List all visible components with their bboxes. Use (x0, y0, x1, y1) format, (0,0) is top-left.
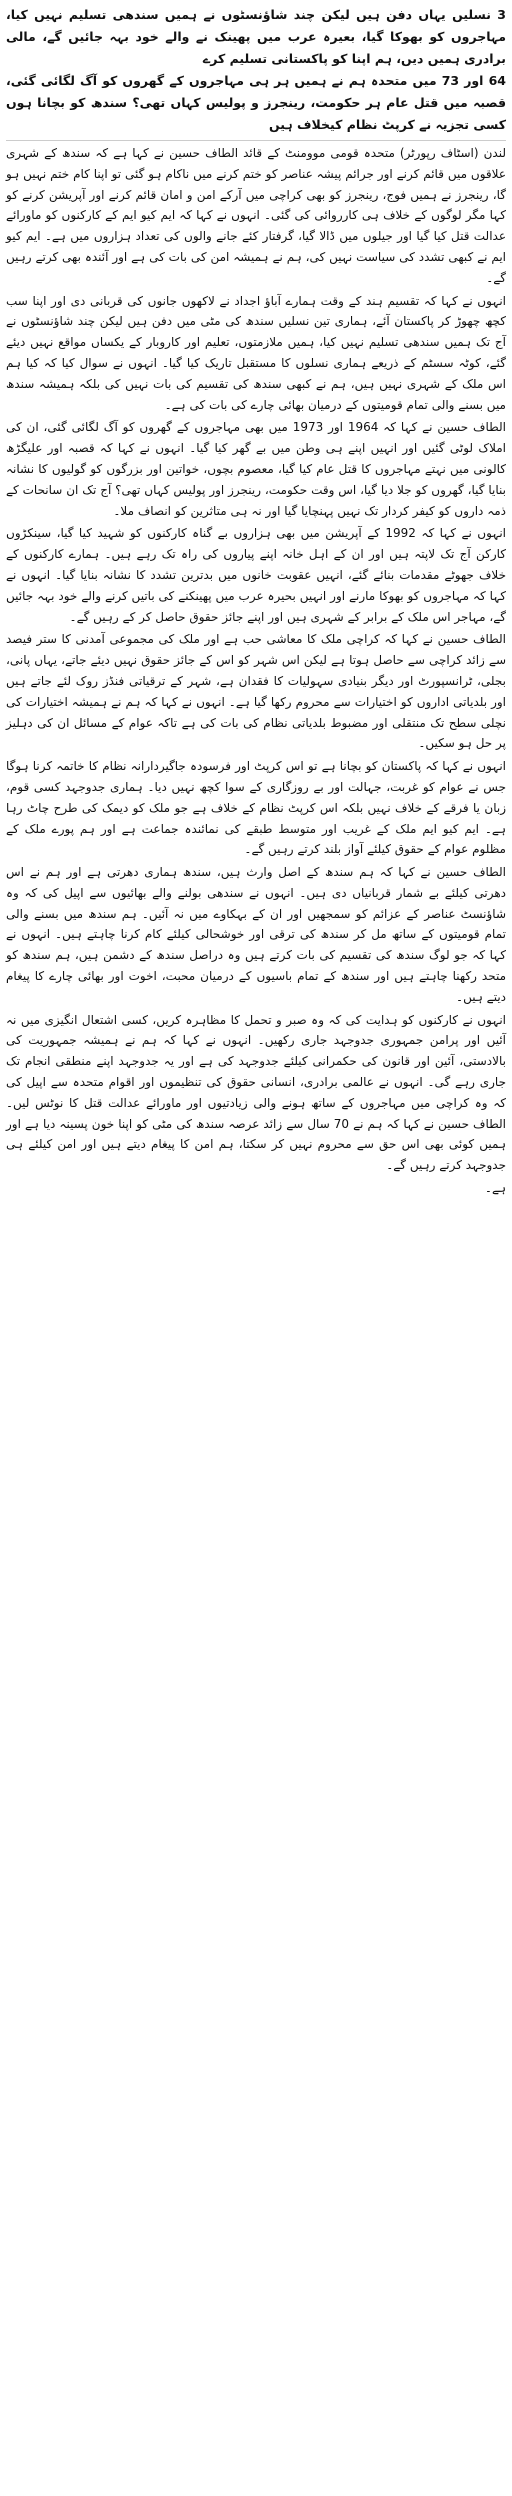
article-body (6, 143, 506, 1199)
article-paragraph: انہوں نے کہا کہ 1992 کے آپریشن میں بھی ہزاروں بے گناہ کارکنوں کو شہید کیا گیا، سینکڑوں کارکن آج تک لاپتہ ہیں اور ان کے اہل خانہ اپنے پیاروں کی راہ تک رہے ہیں۔ ہمارے کارکنوں کے خلاف جھوٹے مقدمات بنائے گئے، انہیں عقوبت خانوں میں بدترین تشدد کا نشانہ بنایا گیا۔ انہوں نے کہا کہ مہاجروں کو بھوکا مارنے اور انہیں بحیرہ عرب میں پھینکنے کی باتیں کرنے والے خود بہہ جائیں گے، مہاجر اس ملک کے برابر کے شہری ہیں اور اپنے جائز حقوق حاصل کر کے رہیں گے۔ (6, 526, 507, 624)
article-paragraph: الطاف حسین نے کہا کہ کراچی ملک کا معاشی حب ہے اور ملک کی مجموعی آمدنی کا ستر فیصد سے زائد کراچی سے حاصل ہوتا ہے لیکن اس شہر کو اس کے جائز حقوق نہیں دیئے جاتے، یہاں پانی، بجلی، ٹرانسپورٹ اور دیگر بنیادی سہولیات کا فقدان ہے، شہر کے ترقیاتی فنڈز روک لئے جاتے ہیں اور بلدیاتی اداروں کو اختیارات سے محروم رکھا گیا ہے۔ انہوں نے کہا کہ ہم نے ہمیشہ اختیارات کی نچلی سطح تک منتقلی اور مضبوط بلدیاتی نظام کی بات کی ہے تاکہ عوام کے مسائل ان کی دہلیز پر حل ہو سکیں۔ (6, 632, 506, 751)
article-paragraph: انہوں نے کہا کہ پاکستان کو بچانا ہے تو اس کرپٹ اور فرسودہ جاگیردارانہ نظام کا خاتمہ کرنا ہوگا جس نے عوام کو غربت، جہالت اور بے روزگاری کے سوا کچھ نہیں دیا۔ ہماری جدوجہد کسی قوم، زبان یا فرقے کے خلاف نہیں بلکہ اس کرپٹ نظام کے خلاف ہے جو ملک کو دیمک کی طرح چاٹ رہا ہے۔ ایم کیو ایم ملک کے غریب اور متوسط طبقے کی نمائندہ جماعت ہے اور ہم پورے ملک کے مظلوم عوام کے حقوق کیلئے آواز بلند کرتے رہیں گے۔ (6, 759, 506, 857)
headline-line-1: 3 نسلیں یہاں دفن ہیں لیکن چند شاؤنسٹوں نے ہمیں سندھی تسلیم نہیں کیا، مہاجروں کو بھوکا گیا، بعیرہ عرب میں پھینک نے والے خود بہہ جائیں گے، مالی برادری ہمیں دیں، ہم اپنا کو پاکستانی تسلیم کرے (6, 7, 506, 66)
article-paragraph: انہوں نے کہا کہ تقسیم ہند کے وقت ہمارے آباؤ اجداد نے لاکھوں جانوں کی قربانی دی اور اپنا سب کچھ چھوڑ کر پاکستان آئے، ہماری تین نسلیں سندھ کی مٹی میں دفن ہیں لیکن چند شاؤنسٹوں نے آج تک ہمیں سندھی تسلیم نہیں کیا، ہمیں ملازمتوں، تعلیم اور کاروبار کے یکساں مواقع نہیں دیئے گئے، کوٹہ سسٹم کے ذریعے ہماری نسلوں کا مستقبل تاریک کیا گیا۔ انہوں نے سوال کیا کہ کیا ہم اس ملک کے شہری نہیں ہیں، ہم نے کبھی سندھ کی تقسیم کی بات نہیں کی بلکہ ہمیشہ سندھ میں بسنے والی تمام قومیتوں کے درمیان بھائی چارے کی بات کی ہے۔ (6, 293, 506, 412)
article-paragraph: الطاف حسین نے کہا کہ 1964 اور 1973 میں بھی مہاجروں کے گھروں کو آگ لگائی گئی، ان کی املاک لوٹی گئیں اور انہیں اپنے ہی وطن میں بے گھر کیا گیا۔ انہوں نے کہا کہ قصبہ اور علیگڑھ کالونی میں نہتے مہاجروں کا قتل عام کیا گیا، معصوم بچوں، خواتین اور بزرگوں کو گولیوں کا نشانہ بنایا گیا، گھروں کو جلا دیا گیا، اس وقت حکومت، رینجرز اور پولیس کہاں تھی؟ آج تک ان سانحات کے ذمہ داروں کو کیفر کردار تک نہیں پہنچایا گیا اور نہ ہی متاثرین کو انصاف ملا۔ (6, 420, 506, 518)
article-paragraph: انہوں نے کارکنوں کو ہدایت کی کہ وہ صبر و تحمل کا مظاہرہ کریں، کسی اشتعال انگیزی میں نہ آئیں اور پرامن جمہوری جدوجہد جاری رکھیں۔ انہوں نے کہا کہ ہم نے ہمیشہ جمہوریت کی بالادستی، آئین اور قانون کی حکمرانی کیلئے جدوجہد کی ہے اور یہ جدوجہد اپنے منطقی انجام تک جاری رہے گی۔ انہوں نے عالمی برادری، انسانی حقوق کی تنظیموں اور اقوام متحدہ سے اپیل کی کہ وہ کراچی میں مہاجروں کے ساتھ ہونے والی زیادتیوں اور ماورائے عدالت قتل کا نوٹس لیں۔ الطاف حسین نے کہا کہ ہم نے 70 سال سے زائد عرصہ سندھ کی مٹی کو اپنا خون پسینہ دیا ہے اور ہمیں کوئی بھی اس حق سے محروم نہیں کر سکتا، ہم امن کا پیغام دیتے ہیں اور امن کیلئے ہی جدوجہد کرتے رہیں گے۔ (6, 1012, 506, 1173)
headline (6, 4, 506, 141)
article-paragraph: الطاف حسین نے کہا کہ ہم سندھ کے اصل وارث ہیں، سندھ ہماری دھرتی ہے اور ہم نے اس دھرتی کیلئے بے شمار قربانیاں دی ہیں۔ انہوں نے سندھی بولنے والے بھائیوں سے اپیل کی کہ وہ شاؤنسٹ عناصر کے عزائم کو سمجھیں اور ان کے بہکاوے میں نہ آئیں۔ ہم سندھ میں بسنے والی تمام قومیتوں کے ساتھ مل کر سندھ کی ترقی اور خوشحالی کیلئے کام کرنا چاہتے ہیں۔ انہوں نے کہا کہ جو لوگ سندھ کی تقسیم کی بات کرتے ہیں وہ دراصل سندھ کے دشمن ہیں، ہم سندھ کو متحد رکھنا چاہتے ہیں اور سندھ کے تمام باسیوں کے درمیان محبت، اخوت اور بھائی چارے کا پیغام دیتے ہیں۔ (6, 865, 506, 1004)
headline-line-2: 64 اور 73 میں متحدہ ہم نے ہمیں ہر ہی مہاجروں کے گھروں کو آگ لگائی گئی، قصبہ میں قتل عام ہر حکومت، رینجرز و پولیس کہاں تھی؟ سندھ کو بچانا ہوں کسی تجزیہ نے کرپٹ نظام کیخلاف ہیں (6, 73, 506, 132)
article-paragraph: لندن (اسٹاف رپورٹر) متحدہ قومی موومنٹ کے قائد الطاف حسین نے کہا ہے کہ سندھ کے شہری علاقوں میں قائم کرنے اور جرائم پیشہ عناصر کو ختم کرنے میں ناکام ہو گئی تو اپنا کام ختم نہیں ہو گا، رینجرز نے ہمیں فوج، رینجرز کو بھی کراچی میں آرکے امن و امان قائم کرنے اور آپریشن کرنے کو کہا مگر لوگوں کے خلاف ہی کارروائی کی گئی۔ انہوں نے کہا کہ ایم کیو ایم کے کارکنوں کو ماورائے عدالت قتل کیا گیا اور جیلوں میں ڈالا گیا، گرفتار کئے جانے والوں کی تعداد ہزاروں میں ہے۔ ایم کیو ایم نے کبھی تشدد کی سیاست نہیں کی، ہم نے ہمیشہ امن کی بات کی ہے اور آئندہ بھی کرتے رہیں گے۔ (6, 146, 506, 285)
article-end-mark: ہے۔ (484, 1181, 506, 1196)
